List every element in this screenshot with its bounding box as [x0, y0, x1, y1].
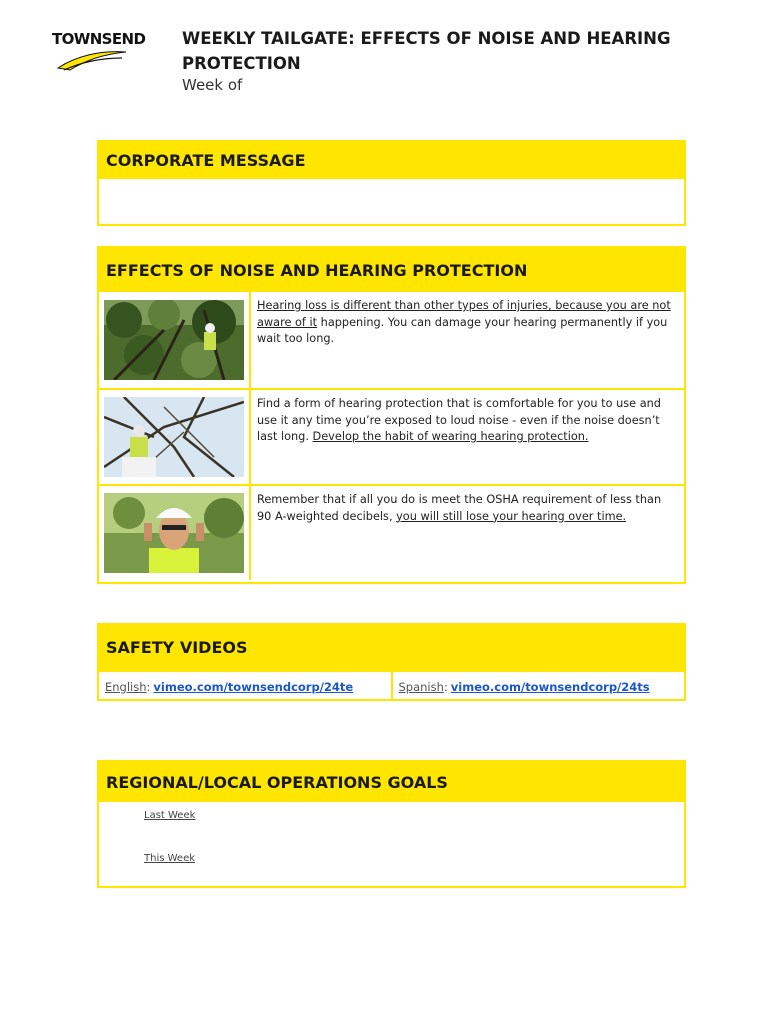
effects-heading: EFFECTS OF NOISE AND HEARING PROTECTION	[99, 248, 684, 292]
tree-climber-photo	[104, 300, 244, 380]
effects-text-1	[251, 292, 684, 388]
last-week-label: Last Week	[144, 810, 196, 821]
effects-text-3-underlined: you will still lose your hearing over time.	[396, 509, 627, 523]
safety-videos-row	[99, 670, 684, 701]
effects-image-cell	[99, 486, 251, 580]
townsend-logo	[52, 30, 146, 72]
operations-goals-heading: REGIONAL/LOCAL OPERATIONS GOALS	[99, 762, 684, 802]
logo-swoosh-icon	[56, 46, 128, 72]
logo-wordmark: TOWNSEND	[52, 30, 146, 48]
effects-text-1-underlined: Hearing loss is different than other types of injuries, because you are not aware of it	[257, 299, 671, 329]
spanish-video-link[interactable]: vimeo.com/townsendcorp/24ts	[450, 679, 650, 694]
effects-text-1-rest: happening. You can damage your hearing permanently if you wait too long.	[257, 315, 668, 345]
bucket-worker-photo	[104, 397, 244, 477]
safety-videos-heading: SAFETY VIDEOS	[99, 625, 684, 670]
corporate-message-body	[99, 179, 684, 222]
effects-row-1	[99, 292, 684, 388]
effects-text-2-underlined: Develop the habit of wearing hearing protection.	[312, 430, 589, 443]
week-of-label: Week of	[182, 76, 243, 94]
effects-text-3-rest: Remember that if all you do is meet the OSHA requirement of less than 90 A-weighted decibels,	[257, 493, 662, 523]
effects-image-cell	[99, 292, 251, 388]
english-video-cell: English : vimeo.com/townsendcorp/24te	[105, 679, 354, 694]
effects-row-2	[99, 388, 684, 484]
effects-section	[97, 246, 686, 584]
operations-goals-section	[97, 760, 686, 888]
document-title: WEEKLY TAILGATE: EFFECTS OF NOISE AND HEARING PROTECTION	[182, 29, 671, 73]
spanish-video-cell: Spanish : vimeo.com/townsendcorp/24ts	[391, 672, 685, 701]
effects-text-2-rest: Find a form of hearing protection that is comfortable for you to use and use it any time you’re exposed to loud noise - even if the noise doesn’t last long.	[257, 397, 661, 443]
corporate-message-heading: CORPORATE MESSAGE	[99, 142, 684, 179]
worker-earplugs-photo	[104, 493, 244, 573]
this-week-label: This Week	[144, 853, 196, 864]
spanish-label: Spanish	[398, 679, 444, 694]
effects-image-cell	[99, 390, 251, 484]
effects-text-2	[251, 390, 684, 484]
english-video-link[interactable]: vimeo.com/townsendcorp/24te	[153, 679, 354, 694]
effects-text-3	[251, 486, 684, 580]
corporate-message-section	[97, 140, 686, 226]
safety-videos-section	[97, 623, 686, 701]
effects-row-3	[99, 484, 684, 580]
english-label: English	[105, 679, 147, 694]
